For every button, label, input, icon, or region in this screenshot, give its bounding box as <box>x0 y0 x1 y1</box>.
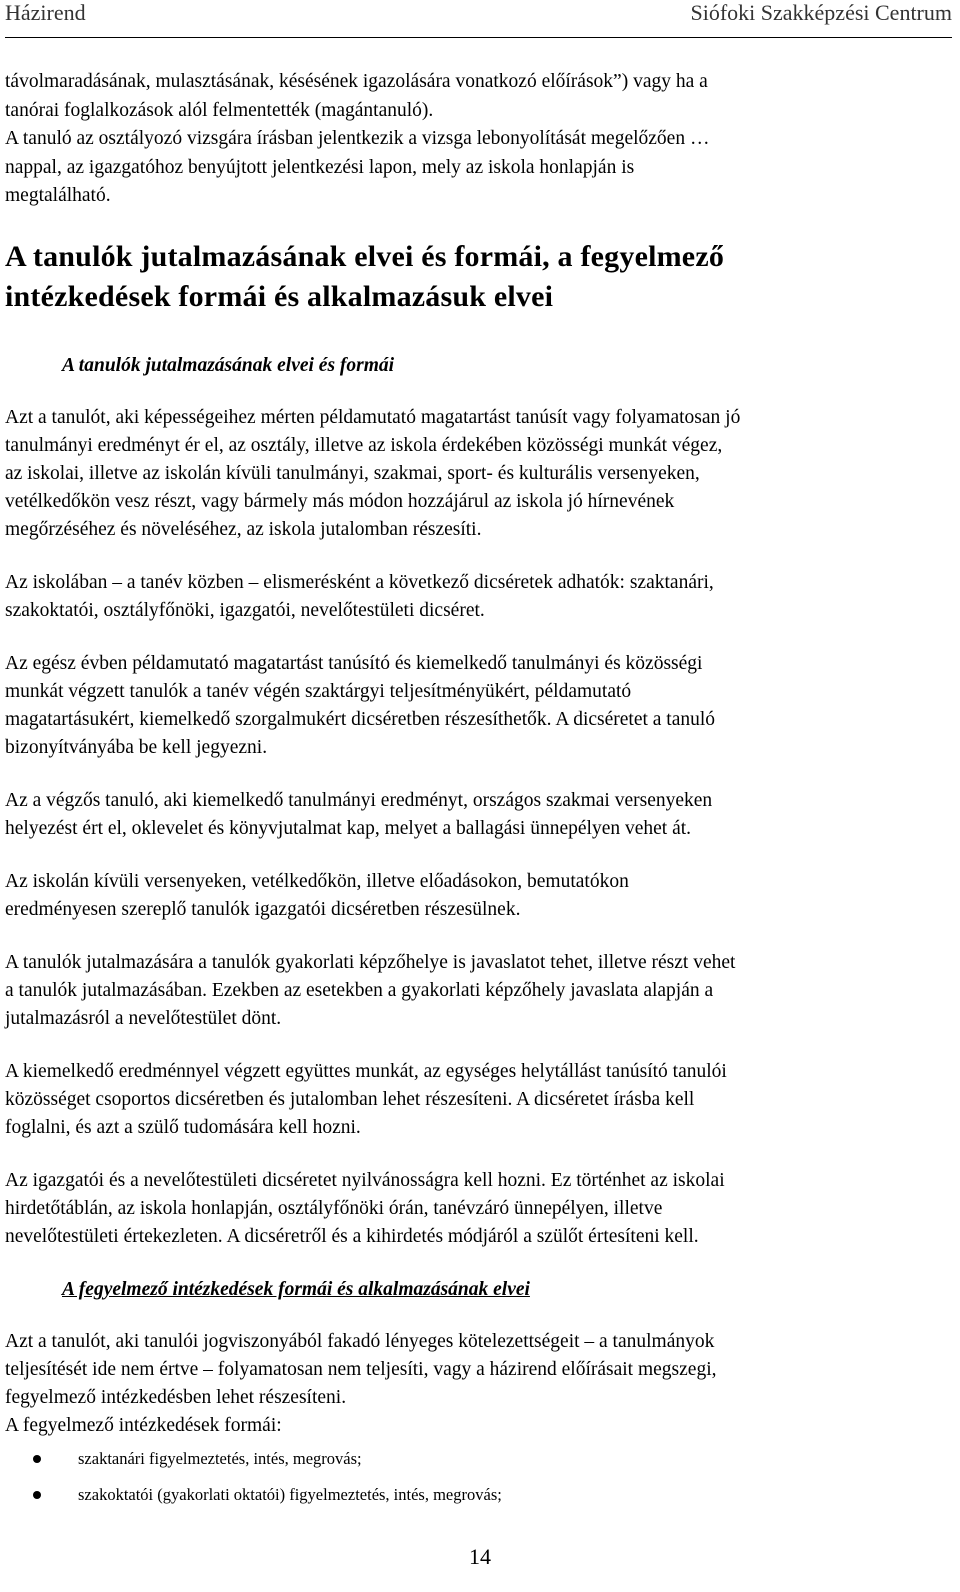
page-header <box>5 0 952 38</box>
lead-line: távolmaradásának, mulasztásának, késésének igazolására vonatkozó előírások”) vagy ha a <box>5 71 708 92</box>
text-line: közösséget csoportos dicséretben és jutalomban lehet részesíteni. A dicséretet írásba kell <box>5 1088 695 1110</box>
page-number: 14 <box>469 1544 491 1569</box>
main-heading <box>5 237 945 317</box>
text-line: magatartásukért, kiemelkedő szorgalmukért dicséretben részesíthetők. A dicséretet a tanuló <box>5 708 716 730</box>
text-line: Azt a tanulót, aki képességeihez mérten példamutató magatartást tanúsít vagy folyamatosan jó <box>5 406 741 428</box>
lead-line: nappal, az igazgatóhoz benyújtott jelentkezési lapon, mely az iskola honlapján is <box>5 156 635 178</box>
text-line: foglalni, és azt a szülő tudomására kell hozni. <box>5 1116 361 1138</box>
list-intro: A fegyelmező intézkedések formái: <box>5 1414 282 1436</box>
main-heading-line: A tanulók jutalmazásának elvei és formái, a fegyelmező <box>5 239 725 273</box>
rewards-paragraph <box>5 868 945 924</box>
list-item <box>5 1484 945 1506</box>
lead-line: megtalálható. <box>5 185 111 206</box>
lead-paragraph <box>5 68 945 211</box>
header-rule <box>5 37 952 38</box>
rewards-paragraph <box>5 787 945 843</box>
text-line: Az a végzős tanuló, aki kiemelkedő tanulmányi eredményt, országos szakmai versenyeken <box>5 789 713 811</box>
section-heading-rewards: A tanulók jutalmazásának elvei és formái <box>62 354 395 376</box>
discipline-paragraph <box>5 1328 945 1440</box>
rewards-paragraph <box>5 949 945 1033</box>
text-line: A tanulók jutalmazására a tanulók gyakorlati képzőhelye is javaslatot tehet, illetve részt vehet <box>5 951 736 973</box>
text-line: vetélkedőkön vesz részt, vagy bármely más módon hozzájárul az iskola jó hírnevének <box>5 490 675 512</box>
text-line: jutalmazásról a nevelőtestület dönt. <box>5 1007 282 1029</box>
text-line: Az iskolában – a tanév közben – elismerésként a következő dicséretek adhatók: szaktanári, <box>5 571 714 593</box>
text-line: megőrzéséhez és növeléséhez, az iskola jutalomban részesíti. <box>5 518 482 540</box>
list-item-text: szakoktatói (gyakorlati oktatói) figyelmeztetés, intés, megrovás; <box>78 1484 502 1504</box>
text-line: eredményesen szereplő tanulók igazgatói dicséretben részesülnek. <box>5 898 521 920</box>
rewards-paragraph <box>5 569 945 625</box>
lead-line: A tanuló az osztályozó vizsgára írásban jelentkezik a vizsga lebonyolítását megelőzően … <box>5 128 710 149</box>
rewards-paragraph <box>5 1058 945 1142</box>
text-line: bizonyítványába be kell jegyezni. <box>5 736 268 758</box>
text-line: helyezést ért el, oklevelet és könyvjutalmat kap, melyet a ballagási ünnepélyen vehet át. <box>5 817 692 839</box>
section-heading-discipline: A fegyelmező intézkedések formái és alkalmazásának elvei <box>62 1278 530 1300</box>
bullet-icon <box>33 1455 41 1463</box>
text-line: munkát végzett tanulók a tanév végén szaktárgyi teljesítményükért, példamutató <box>5 680 632 702</box>
text-line: A kiemelkedő eredménnyel végzett együttes munkát, az egységes helytállást tanúsító tanulói <box>5 1060 727 1082</box>
bullet-icon <box>33 1491 41 1499</box>
header-left-title: Házirend <box>5 0 86 25</box>
rewards-paragraph <box>5 1167 945 1251</box>
list-item <box>5 1448 945 1470</box>
main-heading-line: intézkedések formái és alkalmazásuk elvei <box>5 279 554 313</box>
lead-line: tanórai foglalkozások alól felmentették (magántanuló). <box>5 99 434 121</box>
text-line: Azt a tanulót, aki tanulói jogviszonyából fakadó lényeges kötelezettségeit – a tanulmányok <box>5 1330 715 1352</box>
text-line: hirdetőtáblán, az iskola honlapján, osztályfőnöki órán, tanévzáró ünnepélyen, illetve <box>5 1197 663 1219</box>
text-line: a tanulók jutalmazásában. Ezekben az esetekben a gyakorlati képzőhely javaslata alapján a <box>5 979 714 1001</box>
text-line: Az egész évben példamutató magatartást tanúsító és kiemelkedő tanulmányi és közösségi <box>5 652 703 674</box>
text-line: teljesítését ide nem értve – folyamatosan nem teljesíti, vagy a házirend előírásait megszegi, <box>5 1358 717 1380</box>
rewards-paragraph <box>5 650 945 762</box>
rewards-paragraph <box>5 404 945 544</box>
text-line: az iskolai, illetve az iskolán kívüli tanulmányi, szakmai, sport- és kulturális versenyeken, <box>5 462 700 484</box>
text-line: Az iskolán kívüli versenyeken, vetélkedőkön, illetve előadásokon, bemutatókon <box>5 870 629 892</box>
text-line: szakoktatói, osztályfőnöki, igazgatói, nevelőtestületi dicséret. <box>5 599 485 621</box>
list-item-text: szaktanári figyelmeztetés, intés, megrovás; <box>78 1448 362 1468</box>
discipline-measures-list <box>5 1448 945 1506</box>
text-line: nevelőtestületi értekezleten. A dicséretről és a kihirdetés módjáról a szülőt értesíteni kell. <box>5 1225 699 1247</box>
text-line: fegyelmező intézkedésben lehet részesíteni. <box>5 1386 347 1408</box>
page-content <box>5 68 945 1520</box>
text-line: tanulmányi eredményt ér el, az osztály, illetve az iskola érdekében közösségi munkát végez, <box>5 434 723 456</box>
text-line: Az igazgatói és a nevelőtestületi dicséretet nyilvánosságra kell hozni. Ez történhet az iskolai <box>5 1169 725 1191</box>
header-right-title: Siófoki Szakképzési Centrum <box>690 0 952 25</box>
